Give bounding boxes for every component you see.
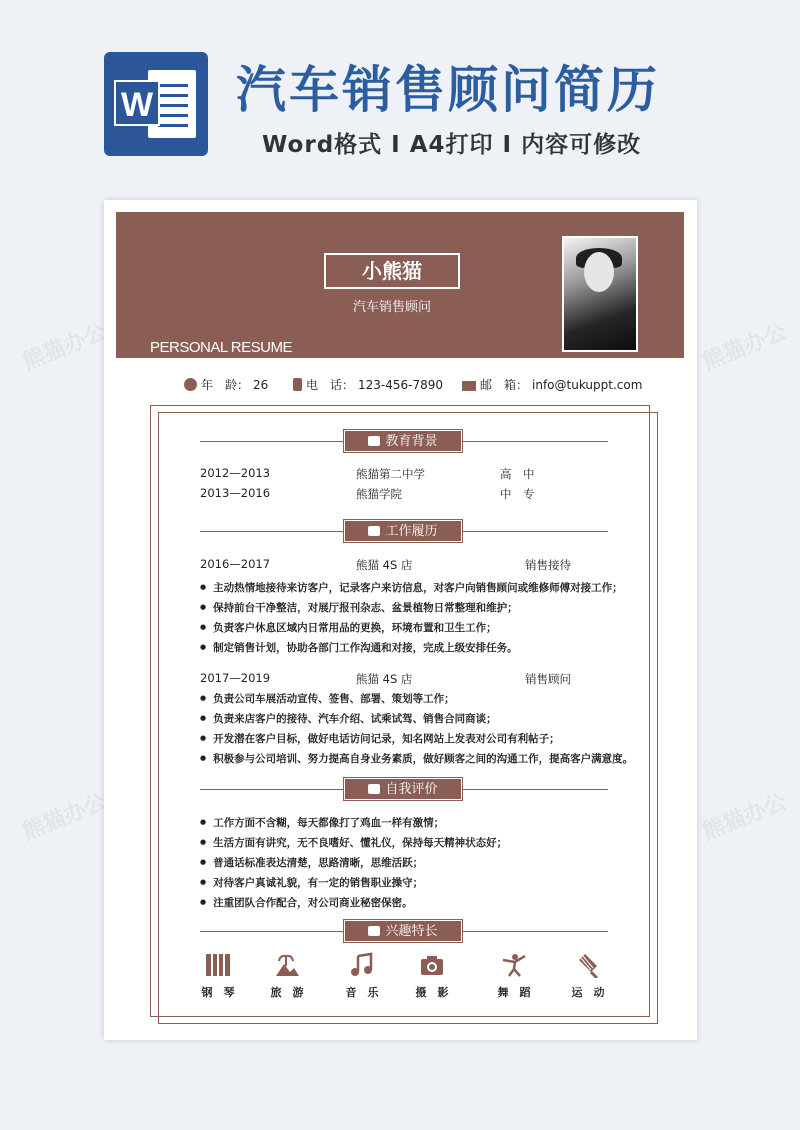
- hobby-photography: [412, 952, 452, 1000]
- self-eval-item: ● 注重团队合作配合，对公司商业秘密保密。: [200, 895, 413, 910]
- job-duty: ● 制定销售计划，协助各部门工作沟通和对接，完成上级安排任务。: [200, 640, 518, 655]
- edu-period: 2013—2016: [200, 486, 271, 500]
- graduation-cap-icon: [368, 436, 380, 446]
- hobby-label: 运 动: [571, 986, 605, 999]
- music-icon: [349, 952, 375, 978]
- candidate-photo: [562, 236, 638, 352]
- age-label: 年 龄：: [201, 378, 250, 392]
- job-duty: ● 开发潜在客户目标，做好电话访问记录，知名网站上发表对公司有利帖子；: [200, 731, 560, 746]
- self-eval-item: ● 普通话标准表达清楚，思路清晰，思维活跃；: [200, 855, 423, 870]
- job-role: 销售顾问: [525, 672, 571, 686]
- contact-age: [184, 376, 268, 393]
- hobby-label: 舞 蹈: [497, 986, 531, 999]
- edu-level: 中 专: [500, 487, 535, 501]
- edu-school: 熊猫学院: [356, 487, 402, 501]
- hobby-label: 音 乐: [345, 986, 379, 999]
- sub-title: Word格式 I A4打印 I 内容可修改: [262, 132, 642, 158]
- job-duty: ● 负责来店客户的接待、汽车介绍、试乘试驾、销售合同商谈；: [200, 711, 497, 726]
- piano-icon: [205, 952, 231, 978]
- page-header: [0, 0, 800, 200]
- job-duty: ● 负责公司车展活动宣传、签售、部署、策划等工作；: [200, 691, 455, 706]
- email-value: info@tukuppt.com: [532, 378, 643, 392]
- camera-icon: [419, 952, 445, 978]
- hobby-label: 钢 琴: [201, 986, 235, 999]
- personal-resume-tag: PERSONAL RESUME: [150, 339, 292, 356]
- watermark: 熊猫办公: [699, 319, 791, 376]
- self-eval-item: ● 工作方面不含糊，每天都像打了鸡血一样有激情；: [200, 815, 444, 830]
- main-title: 汽车销售顾问简历: [236, 61, 660, 119]
- hobby-label: 旅 游: [270, 986, 304, 999]
- job-duty: ● 主动热情地接待来访客户，记录客户来访信息，对客户向销售顾问或维修师傅对接工作；: [200, 580, 623, 595]
- self-eval-item: ● 生活方面有讲究，无不良嗜好、懂礼仪，保持每天精神状态好；: [200, 835, 507, 850]
- phone-label: 电 话：: [306, 378, 355, 392]
- badminton-icon: [575, 952, 601, 978]
- hobby-piano: [198, 952, 238, 1000]
- hobby-label: 摄 影: [415, 986, 449, 999]
- hobby-music: [342, 952, 382, 1000]
- edu-school: 熊猫第二中学: [356, 467, 425, 481]
- self-eval-section-title: 自我评价: [344, 778, 462, 800]
- phone-icon: [293, 378, 302, 391]
- watermark: 熊猫办公: [19, 789, 111, 846]
- car-icon: [368, 526, 380, 536]
- education-section-title: 教育背景: [344, 430, 462, 452]
- job-duty: ● 积极参与公司培训、努力提高自身业务素质，做好顾客之间的沟通工作，提高客户满意度。: [200, 751, 633, 766]
- clock-icon: [184, 378, 197, 391]
- hobby-dance: [494, 952, 534, 1000]
- word-logo-letter: W: [114, 80, 160, 126]
- job-period: 2016—2017: [200, 557, 271, 571]
- contact-phone: [293, 376, 443, 393]
- email-label: 邮 箱：: [480, 378, 529, 392]
- word-logo-icon: [104, 52, 208, 156]
- edu-level: 高 中: [500, 467, 535, 481]
- dance-icon: [501, 952, 527, 978]
- job-period: 2017—2019: [200, 671, 271, 685]
- job-company: 熊猫 4S 店: [356, 558, 413, 572]
- hobby-travel: [267, 952, 307, 1000]
- job-company: 熊猫 4S 店: [356, 672, 413, 686]
- edu-period: 2012—2013: [200, 466, 271, 480]
- job-role: 销售接待: [525, 558, 571, 572]
- camera-icon: [368, 926, 380, 936]
- watermark: 熊猫办公: [19, 319, 111, 376]
- hobbies-section-title: 兴趣特长: [344, 920, 462, 942]
- job-duty: ● 负责客户休息区域内日常用品的更换，环境布置和卫生工作；: [200, 620, 497, 635]
- hobby-sport: [568, 952, 608, 1000]
- self-eval-item: ● 对待客户真诚礼貌，有一定的销售职业操守；: [200, 875, 423, 890]
- phone-value: 123-456-7890: [358, 378, 444, 392]
- thumbs-up-icon: [368, 784, 380, 794]
- travel-icon: [274, 952, 300, 978]
- mail-icon: [462, 381, 476, 391]
- job-duty: ● 保持前台干净整洁，对展厅报刊杂志、盆景植物日常整理和维护；: [200, 600, 518, 615]
- watermark: 熊猫办公: [699, 789, 791, 846]
- contact-email: [462, 376, 642, 393]
- candidate-job-title: 汽车销售顾问: [352, 300, 431, 315]
- age-value: 26: [253, 378, 269, 392]
- work-section-title: 工作履历: [344, 520, 462, 542]
- candidate-name: 小熊猫: [324, 253, 460, 289]
